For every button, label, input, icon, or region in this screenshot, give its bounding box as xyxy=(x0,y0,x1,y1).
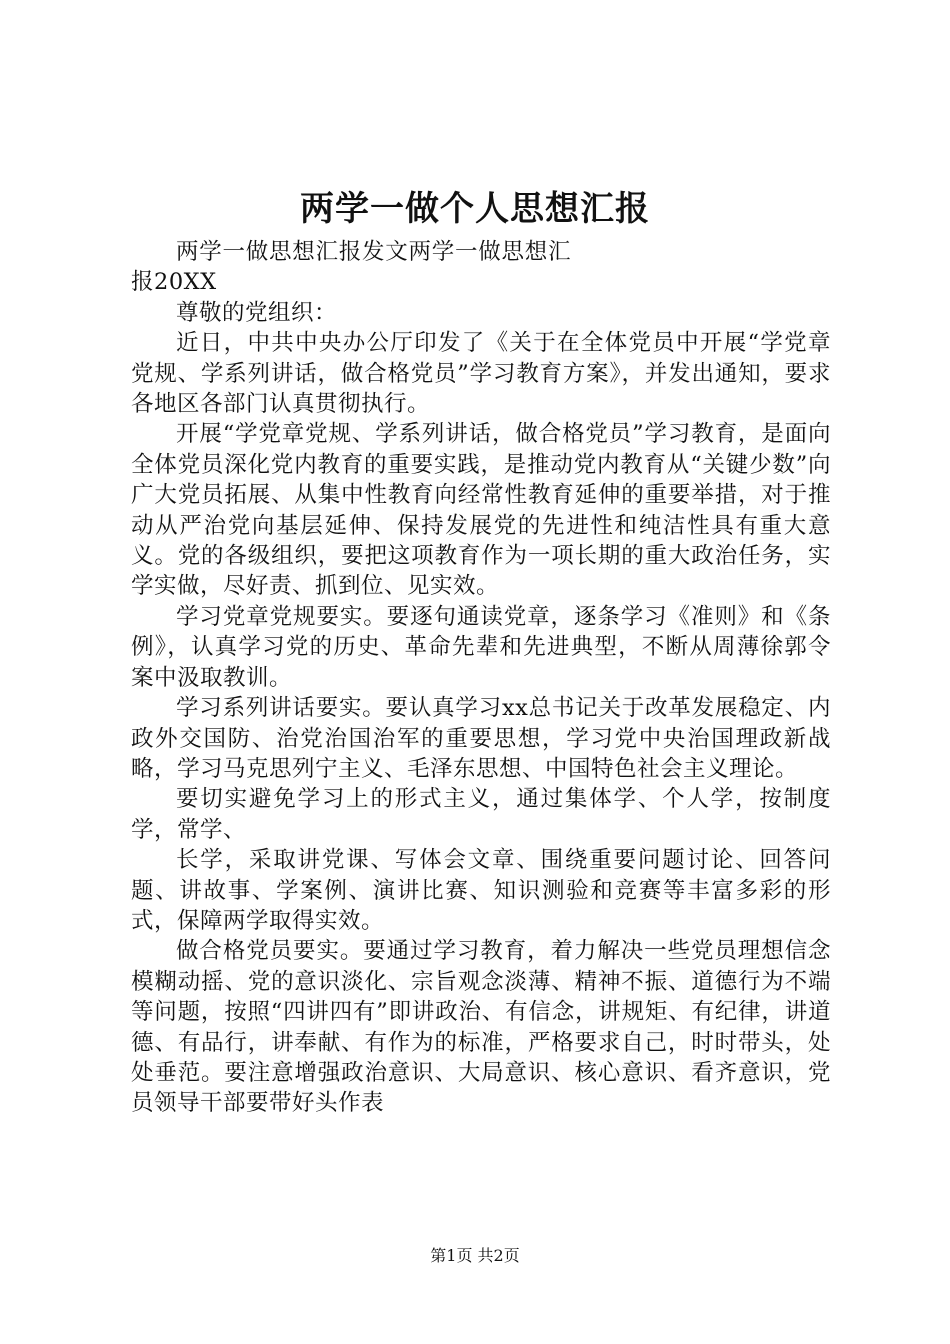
paragraph-subtitle: 两学一做思想汇报发文两学一做思想汇报20XX xyxy=(131,239,571,296)
paragraph-1: 近日，中共中央办公厅印发了《关于在全体党员中开展“学党章党规、学系列讲话，做合格党员”学习教育方案》，并发出通知，要求各地区各部门认真贯彻执行。 xyxy=(131,330,831,418)
page-number: 第1页 共2页 xyxy=(430,1246,520,1265)
document-title: 两学一做个人思想汇报 xyxy=(300,189,650,229)
paragraph-3: 学习党章党规要实。要逐句通读党章，逐条学习《准则》和《条例》，认真学习党的历史、革命先辈和先进典型，不断从周薄徐郭令案中汲取教训。 xyxy=(131,603,831,691)
paragraph-6: 长学，采取讲党课、写体会文章、围绕重要问题讨论、回答问题、讲故事、学案例、演讲比赛、知识测验和竞赛等丰富多彩的形式，保障两学取得实效。 xyxy=(131,847,831,934)
paragraph-7: 做合格党员要实。要通过学习教育，着力解决一些党员理想信念模糊动摇、党的意识淡化、宗旨观念淡薄、精神不振、道德行为不端等问题，按照“四讲四有”即讲政治、有信念，讲规矩、有纪律，讲道德、有品行，讲奉献、有作为的标准，严格要求自己，时时带头，处处垂范。要注意增强政治意识、大局意识、核心意识、看齐意识，党员领导干部要带好头作表 xyxy=(131,938,831,1117)
paragraph-salutation: 尊敬的党组织： xyxy=(176,299,338,326)
document-body xyxy=(131,237,831,1119)
paragraph-5: 要切实避免学习上的形式主义，通过集体学、个人学，按制度学，常学、 xyxy=(131,786,831,843)
paragraph-4: 学习系列讲话要实。要认真学习xx总书记关于改革发展稳定、内政外交国防、治党治国治军的重要思想，学习党中央治国理政新战略，学习马克思列宁主义、毛泽东思想、中国特色社会主义理论。 xyxy=(131,695,831,782)
paragraph-2: 开展“学党章党规、学系列讲话，做合格党员”学习教育，是面向全体党员深化党内教育的重要实践，是推动党内教育从“关键少数”向广大党员拓展、从集中性教育向经常性教育延伸的重要举措，对于推动从严治党向基层延伸、保持发展党的先进性和纯洁性具有重大意义。党的各级组织，要把这项教育作为一项长期的重大政治任务，实学实做，尽好责、抓到位、见实效。 xyxy=(131,421,831,600)
